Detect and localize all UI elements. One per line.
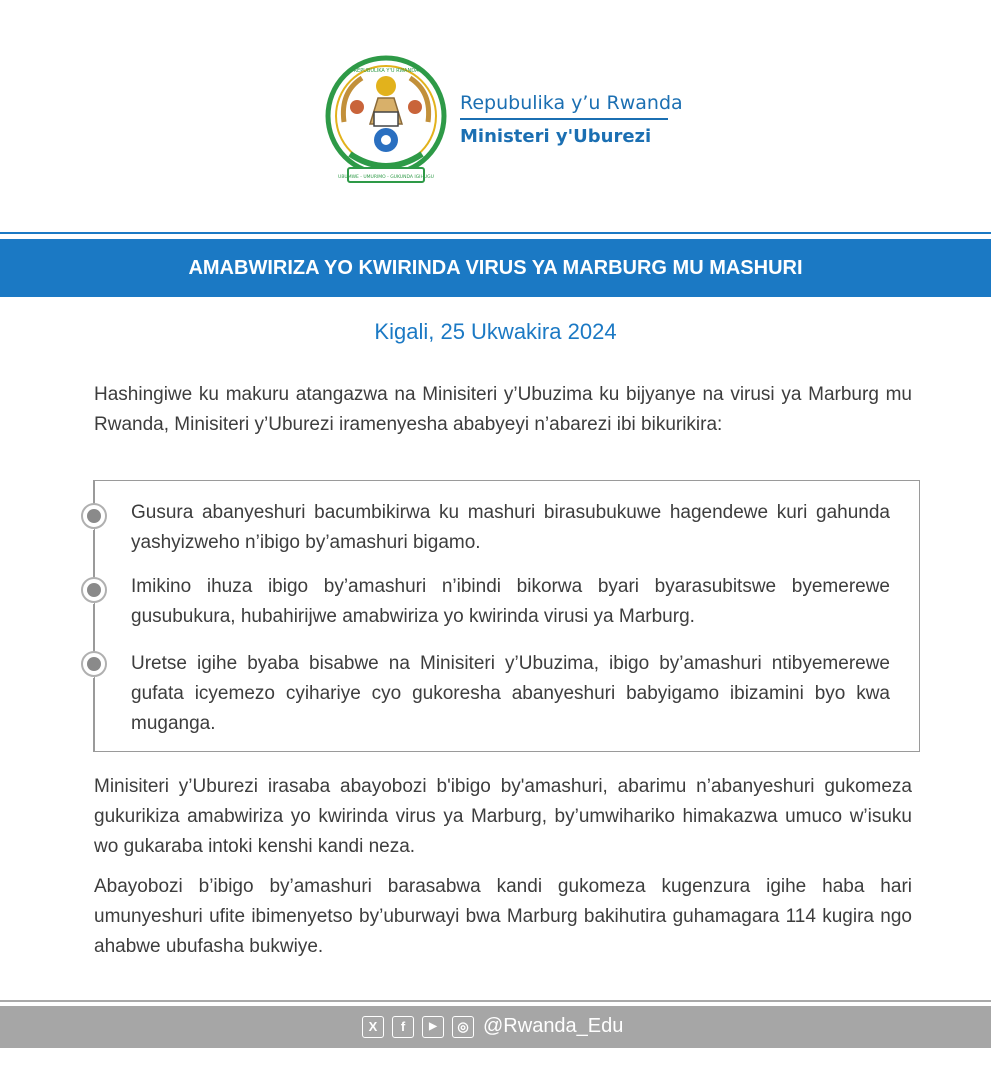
timeline-connector xyxy=(93,678,95,752)
directive-item: Uretse igihe byaba bisabwe na Minisiteri y’Ubuzima, ibigo by’amashuri ntibyemerewe gufata icyemezo cyihariye cyo gukoresha abanyeshuri babyigamo ibizamini byo kwa muganga. xyxy=(131,653,890,734)
social-handle[interactable]: @Rwanda_Edu xyxy=(483,1015,624,1037)
directive-item: Imikino ihuza ibigo by’amashuri n’ibindi bikorwa byari byarasubitswe byemerewe gusubukura, hubahirijwe amabwiriza yo kwirinda virusi ya Marburg. xyxy=(131,576,890,627)
timeline-connector xyxy=(93,480,95,504)
social-links xyxy=(362,1015,623,1038)
body-paragraph: Minisiteri y’Uburezi irasaba abayobozi b'ibigo by'amashuri, abarimu n’abanyeshuri gukomeza gukurikiza amabwiriza yo kwirinda virus ya Marburg, by’umwihariko himakazwa umuco w’isuku wo gukaraba intoki kenshi kandi neza. xyxy=(94,776,912,857)
social-footer xyxy=(0,1006,991,1048)
instagram-icon[interactable]: ◎ xyxy=(452,1016,474,1038)
directive-item: Gusura abanyeshuri bacumbikirwa ku mashuri birasubukuwe hagendewe kuri gahunda yashyizweho n’ibigo by’amashuri bigamo. xyxy=(131,502,890,553)
emblem-title: REPUBULIKA Y'U RWANDA xyxy=(353,68,419,74)
document-date: Kigali, 25 Ukwakira 2024 xyxy=(374,319,617,344)
body-paragraph: Abayobozi b’ibigo by’amashuri barasabwa kandi gukomeza kugenzura igihe haba hari umunyeshuri ufite ibimenyetso by’uburwayi bwa Marburg bakihutira guhamagara 114 kugira ngo ahabwe ubufasha bukwiye. xyxy=(94,876,912,957)
brand-ministry: Ministeri y'Uburezi xyxy=(460,126,652,147)
bottom-divider xyxy=(0,1000,991,1002)
brand-divider xyxy=(460,118,668,120)
timeline-connector xyxy=(93,604,95,652)
facebook-icon[interactable]: f xyxy=(392,1016,414,1038)
title-banner: AMABWIRIZA YO KWIRINDA VIRUS YA MARBURG MU MASHURI xyxy=(0,239,991,297)
letterhead xyxy=(0,0,991,228)
brand-country: Repubulika y’u Rwanda xyxy=(460,92,683,114)
top-divider xyxy=(0,232,991,234)
bullet-icon xyxy=(81,577,107,603)
intro-paragraph: Hashingiwe ku makuru atangazwa na Minisiteri y’Ubuzima ku bijyanye na virusi ya Marburg mu Rwanda, Minisiteri y’Uburezi iramenyesha ababyeyi n’abarezi ibi bikurikira: xyxy=(94,384,912,435)
rwanda-coat-of-arms-emblem xyxy=(322,52,450,192)
bullet-icon xyxy=(81,651,107,677)
timeline-connector xyxy=(93,530,95,578)
brand-block xyxy=(460,92,683,147)
youtube-icon[interactable]: ▶ xyxy=(422,1016,444,1038)
emblem-motto: UBUMWE - UMURIMO - GUKUNDA IGIHUGU xyxy=(338,175,434,180)
x-icon[interactable]: X xyxy=(362,1016,384,1038)
bullet-icon xyxy=(81,503,107,529)
